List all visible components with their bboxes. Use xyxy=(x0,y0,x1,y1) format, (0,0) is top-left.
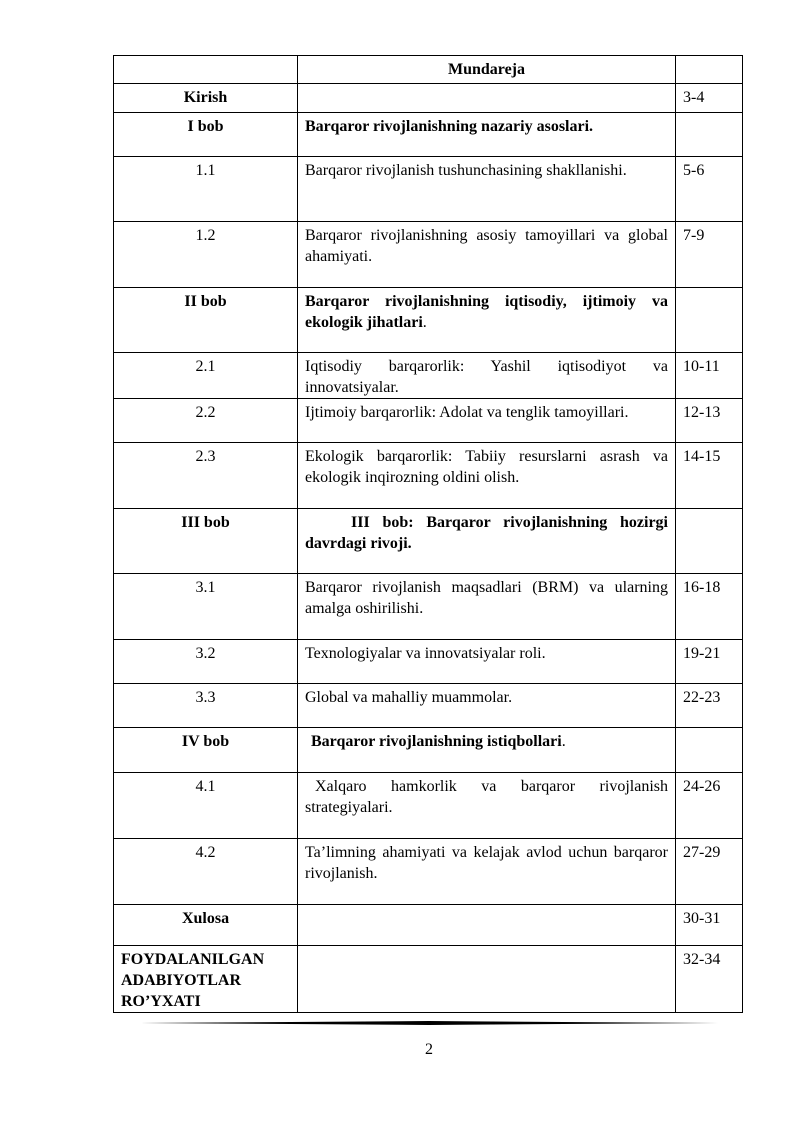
row-title xyxy=(298,84,676,113)
row-title xyxy=(298,946,676,1013)
table-row xyxy=(114,84,743,113)
row-title: Ta’limning ahamiyati va kelajak avlod uchun barqaror rivojlanish. xyxy=(298,839,676,905)
row-number: 3.1 xyxy=(114,574,298,640)
row-title xyxy=(298,905,676,946)
row-title-text: Barqaror rivojlanishning iqtisodiy, ijtimoiy va ekologik jihatlari xyxy=(305,293,668,331)
row-pages: 3-4 xyxy=(676,84,743,113)
row-pages: 10-11 xyxy=(676,353,743,399)
row-pages xyxy=(676,288,743,353)
row-number: 2.3 xyxy=(114,443,298,509)
table-row xyxy=(114,399,743,443)
table-row xyxy=(114,443,743,509)
row-title: Iqtisodiy barqarorlik: Yashil iqtisodiyot va innovatsiyalar. xyxy=(298,353,676,399)
page-number: 2 xyxy=(425,1041,433,1058)
table-row xyxy=(114,773,743,839)
table-row xyxy=(114,353,743,399)
row-pages: 7-9 xyxy=(676,222,743,288)
table-row xyxy=(114,157,743,222)
table-row xyxy=(114,839,743,905)
table-row xyxy=(114,684,743,728)
row-number: 2.1 xyxy=(114,353,298,399)
table-row xyxy=(114,946,743,1013)
row-number: IV bob xyxy=(114,728,298,773)
row-pages: 14-15 xyxy=(676,443,743,509)
footer-divider xyxy=(140,1021,718,1025)
row-number: 2.2 xyxy=(114,399,298,443)
row-pages: 32-34 xyxy=(676,946,743,1013)
table-row xyxy=(114,288,743,353)
table-row xyxy=(114,509,743,574)
row-title: Ijtimoiy barqarorlik: Adolat va tenglik tamoyillari. xyxy=(298,399,676,443)
row-pages xyxy=(676,113,743,157)
row-title: Barqaror rivojlanish maqsadlari (BRM) va ularning amalga oshirilishi. xyxy=(298,574,676,640)
row-number: 3.3 xyxy=(114,684,298,728)
row-pages: 22-23 xyxy=(676,684,743,728)
row-number: III bob xyxy=(114,509,298,574)
row-pages xyxy=(676,509,743,574)
table-row xyxy=(114,728,743,773)
row-pages: 30-31 xyxy=(676,905,743,946)
row-number: Xulosa xyxy=(114,905,298,946)
row-number: 1.2 xyxy=(114,222,298,288)
toc-header-empty-cell xyxy=(114,56,298,84)
table-row xyxy=(114,113,743,157)
row-pages: 27-29 xyxy=(676,839,743,905)
table-row xyxy=(114,574,743,640)
row-pages: 16-18 xyxy=(676,574,743,640)
table-row xyxy=(114,222,743,288)
row-number: II bob xyxy=(114,288,298,353)
row-pages: 19-21 xyxy=(676,640,743,684)
row-pages: 12-13 xyxy=(676,399,743,443)
row-title: Xalqaro hamkorlik va barqaror rivojlanish strategiyalari. xyxy=(298,773,676,839)
table-row xyxy=(114,905,743,946)
toc-header-pages-cell xyxy=(676,56,743,84)
row-number: 3.2 xyxy=(114,640,298,684)
row-number: I bob xyxy=(114,113,298,157)
row-title: Barqaror rivojlanishning nazariy asoslari. xyxy=(298,113,676,157)
row-pages xyxy=(676,728,743,773)
row-title: Global va mahalliy muammolar. xyxy=(298,684,676,728)
row-title xyxy=(298,728,676,773)
row-title xyxy=(298,288,676,353)
toc-header-title: Mundareja xyxy=(298,56,676,84)
table-row xyxy=(114,640,743,684)
row-title-suffix: . xyxy=(561,733,566,750)
row-title: Ekologik barqarorlik: Tabiiy resurslarni asrash va ekologik inqirozning oldini olish. xyxy=(298,443,676,509)
row-title: Barqaror rivojlanishning asosiy tamoyillari va global ahamiyati. xyxy=(298,222,676,288)
row-pages: 24-26 xyxy=(676,773,743,839)
row-number: FOYDALANILGAN ADABIYOTLAR RO’YXATI xyxy=(114,946,298,1013)
row-title: III bob: Barqaror rivojlanishning hozirgi davrdagi rivoji. xyxy=(298,509,676,574)
toc-header-row xyxy=(114,56,743,84)
table-of-contents xyxy=(113,55,743,1013)
row-title-suffix: . xyxy=(422,314,427,331)
row-number: 4.2 xyxy=(114,839,298,905)
row-number: 1.1 xyxy=(114,157,298,222)
row-title-text: Barqaror rivojlanishning istiqbollari xyxy=(311,733,562,750)
row-title: Barqaror rivojlanish tushunchasining shakllanishi. xyxy=(298,157,676,222)
row-number: Kirish xyxy=(114,84,298,113)
row-number: 4.1 xyxy=(114,773,298,839)
row-title: Texnologiyalar va innovatsiyalar roli. xyxy=(298,640,676,684)
row-pages: 5-6 xyxy=(676,157,743,222)
